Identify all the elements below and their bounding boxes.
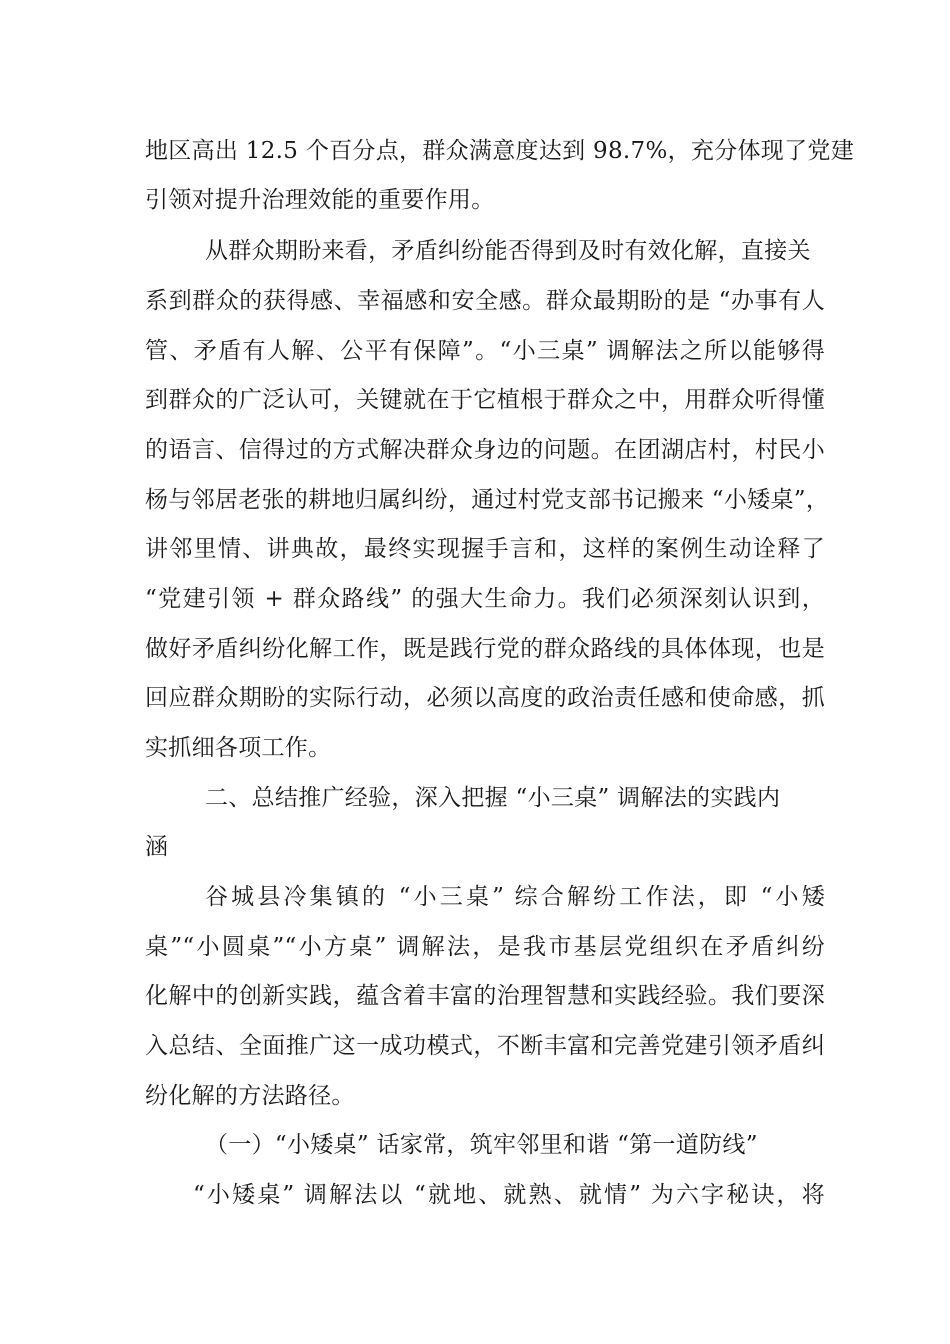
paragraph-line: 到群众的广泛认可，关键就在于它植根于群众之中，用群众听得懂: [145, 387, 825, 413]
paragraph-line: 讲邻里情、讲典故，最终实现握手言和，这样的案例生动诠释了: [145, 536, 825, 562]
paragraph-line: 入总结、全面推广这一成功模式，不断丰富和完善党建引领矛盾纠: [145, 1033, 825, 1059]
paragraph-line: 杨与邻居老张的耕地归属纠纷，通过村党支部书记搬来 “小矮桌”，: [145, 487, 830, 513]
paragraph-line: 化解中的创新实践，蕴含着丰富的治理智慧和实践经验。我们要深: [145, 983, 825, 1009]
subsection-heading: （一）“小矮桌” 话家常，筑牢邻里和谐 “第一道防线”: [205, 1132, 758, 1158]
paragraph-line: 回应群众期盼的实际行动，必须以高度的政治责任感和使命感，抓: [145, 685, 825, 711]
paragraph-line: 实抓细各项工作。: [145, 735, 332, 761]
paragraph-line: 系到群众的获得感、幸福感和安全感。群众最期盼的是 “办事有人: [145, 288, 825, 314]
section-heading: 涵: [145, 834, 169, 860]
paragraph-line: 做好矛盾纠纷化解工作，既是践行党的群众路线的具体体现，也是: [145, 636, 825, 662]
paragraph-line: 地区高出 12.5 个百分点，群众满意度达到 98.7%，充分体现了党建: [145, 138, 855, 164]
paragraph-line: 桌”“小圆桌”“小方桌” 调解法，是我市基层党组织在矛盾纠纷: [145, 934, 825, 960]
paragraph-line: 从群众期盼来看，矛盾纠纷能否得到及时有效化解，直接关: [205, 238, 811, 264]
paragraph-line: 谷城县冷集镇的 “小三桌” 综合解纷工作法，即 “小矮: [205, 884, 825, 910]
paragraph-line: 引领对提升治理效能的重要作用。: [145, 187, 495, 213]
paragraph-line: “小矮桌” 调解法以 “就地、就熟、就情” 为六字秘诀，将: [193, 1182, 825, 1208]
paragraph-line: 纷化解的方法路径。: [145, 1083, 355, 1109]
paragraph-line: 管、矛盾有人解、公平有保障”。“小三桌” 调解法之所以能够得: [145, 338, 825, 364]
section-heading: 二、总结推广经验，深入把握 “小三桌” 调解法的实践内: [205, 785, 781, 811]
paragraph-line: “党建引领 + 群众路线” 的强大生命力。我们必须深刻认识到，: [145, 586, 825, 612]
paragraph-line: 的语言、信得过的方式解决群众身边的问题。在团湖店村，村民小: [145, 437, 825, 463]
